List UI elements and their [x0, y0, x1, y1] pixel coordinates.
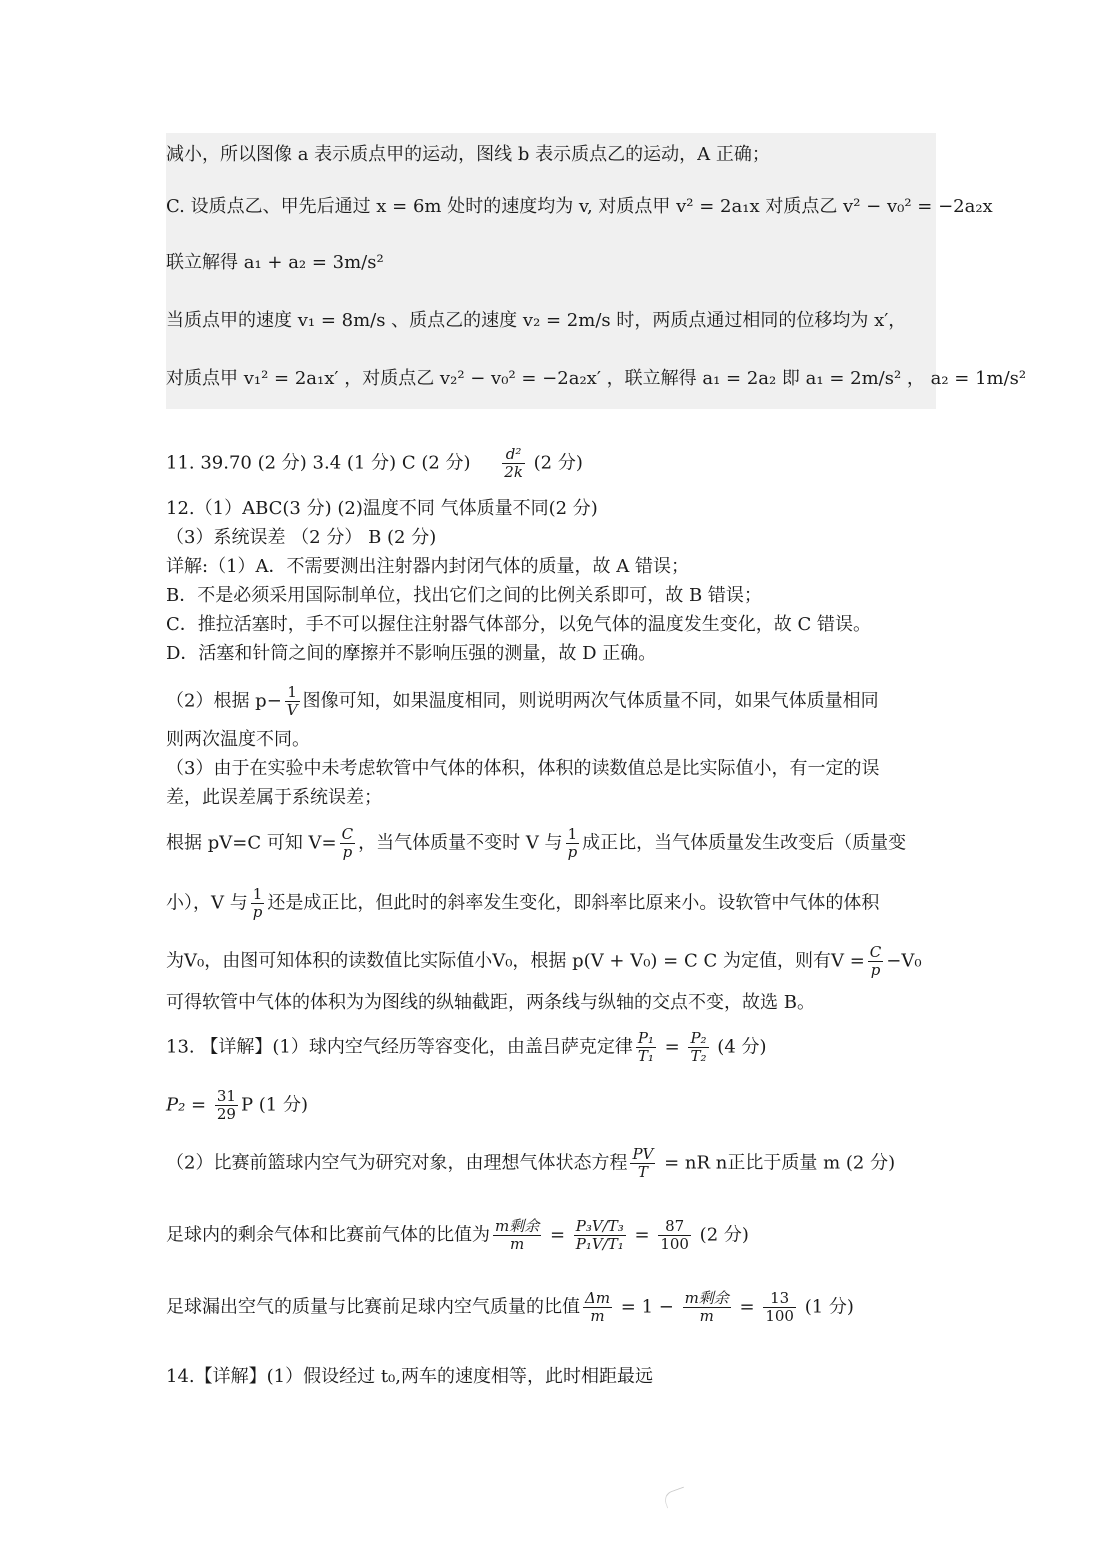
denominator: 100 [765, 1307, 794, 1325]
numerator: C [341, 825, 354, 843]
numerator: 1 [566, 826, 580, 844]
numerator: 1 [285, 684, 300, 702]
text-line [166, 684, 879, 719]
text-segment: (1 分) [798, 1296, 854, 1318]
answer-11-score: (2 分) [533, 452, 583, 474]
text-segment: = [628, 1224, 656, 1246]
numerator: Δm [585, 1289, 611, 1307]
denominator: 29 [216, 1105, 236, 1123]
numerator: m剩余 [684, 1289, 729, 1307]
denominator: m [699, 1307, 714, 1325]
text-segment: = [544, 1224, 571, 1246]
fraction [688, 1030, 708, 1065]
fraction [502, 446, 525, 481]
denominator: m [510, 1235, 525, 1253]
numerator: P₂ [690, 1029, 707, 1047]
text-line [166, 1030, 767, 1065]
text-segment: 成正比，当气体质量发生改变后（质量变 [582, 832, 907, 854]
fraction [285, 684, 300, 719]
numerator: 13 [763, 1290, 796, 1308]
fraction [215, 1088, 238, 1123]
numerator: d² [502, 446, 525, 464]
text-line: 当质点甲的速度 v₁ = 8m/s 、质点乙的速度 v₂ = 2m/s 时，两质点通过相同的位移均为 x′， [166, 310, 907, 331]
numerator: C [869, 943, 882, 961]
text-line: （3）由于在实验中未考虑软管中气体的体积，体积的读数值总是比实际值小，有一定的误 [166, 758, 880, 779]
text-segment: (4 分) [711, 1036, 767, 1058]
text-line: 对质点甲 v₁² = 2a₁x′ ，对质点乙 v₂² − v₀² = −2a₂x′ ，联立解得 a₁ = 2a₂ 即 a₁ = 2m/s² ， a₂ = 1m/s² [166, 368, 1027, 389]
denominator: p [567, 843, 578, 861]
text-segment: P₂ = [166, 1094, 212, 1116]
text-segment: −V₀ [886, 950, 922, 972]
text-segment: (2 分) [693, 1224, 749, 1246]
fraction [574, 1218, 626, 1253]
text-segment: P (1 分) [240, 1094, 309, 1116]
fraction [763, 1290, 796, 1325]
text-line [166, 1290, 854, 1325]
text-segment: （2）比赛前篮球内空气为研究对象，由理想气体状态方程 [166, 1152, 628, 1174]
text-line [166, 886, 879, 921]
denominator: 100 [660, 1235, 689, 1253]
denominator: p [870, 961, 881, 979]
numerator: 31 [216, 1087, 236, 1105]
denominator: T₁ [637, 1047, 654, 1065]
denominator: p [252, 903, 263, 921]
denominator: 2k [504, 463, 523, 481]
text-line: 减小，所以图像 a 表示质点甲的运动，图线 b 表示质点乙的运动，A 正确； [166, 144, 770, 165]
text-line [166, 1146, 895, 1181]
numerator: P₃V/T₃ [575, 1217, 624, 1235]
text-segment: 足球内的剩余气体和比赛前气体的比值为 [166, 1224, 490, 1246]
scan-mark [662, 1487, 689, 1509]
denominator: V [286, 701, 298, 719]
text-line: C. 设质点乙、甲先后通过 x = 6m 处时的速度均为 v, 对质点甲 v² = 2a₁x 对质点乙 v² − v₀² = −2a₂x [166, 196, 993, 217]
fraction [566, 826, 580, 861]
text-line: C．推拉活塞时，手不可以握住注射器气体部分，以免气体的温度发生变化，故 C 错误。 [166, 614, 871, 635]
text-line: D．活塞和针筒之间的摩擦并不影响压强的测量，故 D 正确。 [166, 643, 657, 664]
text-segment: = [733, 1296, 761, 1318]
numerator: m剩余 [495, 1217, 540, 1235]
text-line [166, 1218, 749, 1253]
fraction [493, 1218, 541, 1253]
fraction [630, 1146, 655, 1181]
text-line: B．不是必须采用国际制单位，找出它们之间的比例关系即可，故 B 错误； [166, 585, 762, 606]
text-line [166, 944, 922, 979]
fraction [583, 1290, 612, 1325]
text-segment: 为V₀，由图可知体积的读数值比实际值小V₀，根据 p(V + V₀) = C C 为定值，则有V = [166, 950, 865, 972]
text-segment: 根据 pV=C 可知 V= [166, 832, 337, 854]
text-segment: 还是成正比，但此时的斜率发生变化，即斜率比原来小。设软管中气体的体积 [267, 892, 880, 914]
text-segment: 13. 【详解】(1）球内空气经历等容变化，由盖吕萨克定律 [166, 1036, 633, 1058]
text-line: 可得软管中气体的体积为为图线的纵轴截距，两条线与纵轴的交点不变，故选 B。 [166, 992, 815, 1013]
denominator: P₁V/T₁ [575, 1235, 624, 1253]
answer-11 [166, 446, 583, 481]
text-segment: 小），V 与 [166, 892, 248, 914]
fraction [340, 826, 355, 861]
text-segment: 足球漏出空气的质量与比赛前足球内空气质量的比值 [166, 1296, 580, 1318]
fraction [636, 1030, 656, 1065]
text-segment: = nR n正比于质量 m (2 分) [658, 1152, 896, 1174]
text-segment: ，当气体质量不变时 V 与 [358, 832, 563, 854]
fraction [868, 944, 883, 979]
fraction [251, 886, 265, 921]
text-segment: 图像可知，如果温度相同，则说明两次气体质量不同，如果气体质量相同 [302, 690, 879, 712]
text-segment: （2）根据 p− [166, 690, 282, 712]
text-line: 则两次温度不同。 [166, 729, 310, 750]
text-line [166, 826, 906, 861]
text-line: 12.（1）ABC(3 分) (2)温度不同 气体质量不同(2 分) [166, 498, 598, 519]
numerator: 87 [658, 1218, 691, 1236]
text-line: 14.【详解】(1）假设经过 t₀,两车的速度相等，此时相距最远 [166, 1366, 653, 1387]
text-line: 差，此误差属于系统误差； [166, 787, 382, 808]
text-segment: = [658, 1036, 686, 1058]
answer-11-text: 11. 39.70 (2 分) 3.4 (1 分) C (2 分) [166, 452, 471, 474]
denominator: p [342, 843, 353, 861]
text-line: （3）系统误差 （2 分） B (2 分) [166, 527, 437, 548]
fraction [658, 1218, 691, 1253]
text-segment: = 1 − [615, 1296, 680, 1318]
numerator: P₁ [637, 1029, 654, 1047]
denominator: T [637, 1163, 648, 1181]
numerator: PV [632, 1145, 654, 1163]
numerator: 1 [251, 886, 265, 904]
text-line: 详解:（1）A．不需要测出注射器内封闭气体的质量，故 A 错误； [166, 556, 689, 577]
denominator: T₂ [690, 1047, 707, 1065]
fraction [683, 1290, 731, 1325]
denominator: m [590, 1307, 605, 1325]
text-line [166, 1088, 308, 1123]
text-line: 联立解得 a₁ + a₂ = 3m/s² [166, 252, 384, 273]
